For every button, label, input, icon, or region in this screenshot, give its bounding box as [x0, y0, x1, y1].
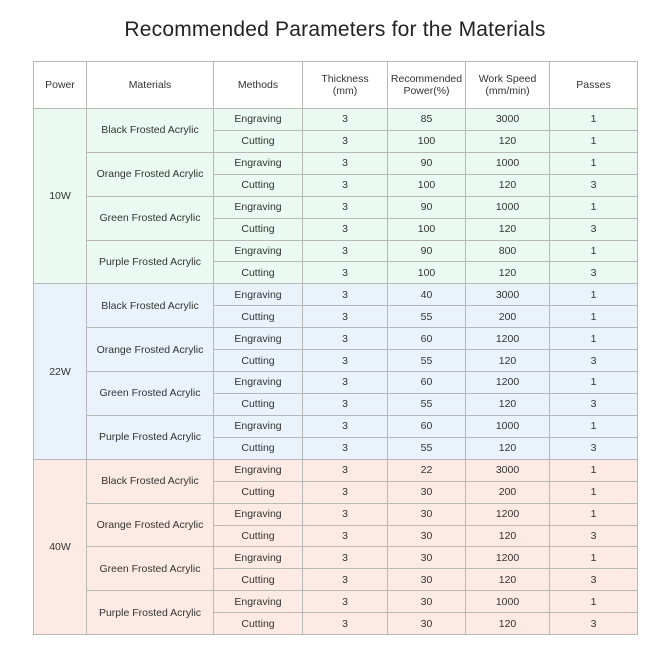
work-speed-cell: 1200 [466, 328, 550, 350]
table-row [34, 328, 638, 350]
work-speed-cell: 1200 [466, 503, 550, 525]
work-speed-cell: 120 [466, 174, 550, 196]
recommended-power-cell: 30 [388, 481, 466, 503]
material-cell: Black Frosted Acrylic [87, 459, 214, 503]
thickness-cell: 3 [303, 130, 388, 152]
method-cell: Engraving [214, 240, 303, 262]
passes-cell: 1 [550, 130, 638, 152]
table-row [34, 152, 638, 174]
thickness-cell: 3 [303, 372, 388, 394]
material-cell: Orange Frosted Acrylic [87, 328, 214, 372]
passes-cell: 1 [550, 459, 638, 481]
material-cell: Black Frosted Acrylic [87, 109, 214, 153]
header-recommended-power: Recommended Power(%) [388, 62, 466, 109]
passes-cell: 3 [550, 262, 638, 284]
power-group-22w [34, 284, 638, 459]
method-cell: Engraving [214, 196, 303, 218]
table-row [34, 591, 638, 613]
passes-cell: 1 [550, 372, 638, 394]
recommended-power-cell: 55 [388, 306, 466, 328]
passes-cell: 1 [550, 109, 638, 131]
passes-cell: 1 [550, 152, 638, 174]
passes-cell: 1 [550, 306, 638, 328]
table-row [34, 372, 638, 394]
passes-cell: 3 [550, 393, 638, 415]
recommended-power-cell: 90 [388, 240, 466, 262]
thickness-cell: 3 [303, 393, 388, 415]
method-cell: Cutting [214, 350, 303, 372]
material-cell: Green Frosted Acrylic [87, 196, 214, 240]
parameters-table [33, 61, 638, 635]
power-cell: 22W [34, 284, 87, 459]
work-speed-cell: 120 [466, 350, 550, 372]
recommended-power-cell: 100 [388, 130, 466, 152]
method-cell: Engraving [214, 284, 303, 306]
thickness-cell: 3 [303, 196, 388, 218]
table-row [34, 109, 638, 131]
passes-cell: 1 [550, 591, 638, 613]
material-cell: Orange Frosted Acrylic [87, 503, 214, 547]
method-cell: Engraving [214, 503, 303, 525]
work-speed-cell: 1200 [466, 372, 550, 394]
recommended-power-cell: 90 [388, 152, 466, 174]
work-speed-cell: 120 [466, 393, 550, 415]
passes-cell: 3 [550, 174, 638, 196]
header-materials: Materials [87, 62, 214, 109]
thickness-cell: 3 [303, 591, 388, 613]
recommended-power-cell: 100 [388, 174, 466, 196]
thickness-cell: 3 [303, 218, 388, 240]
work-speed-cell: 120 [466, 569, 550, 591]
material-cell: Green Frosted Acrylic [87, 372, 214, 416]
thickness-cell: 3 [303, 503, 388, 525]
method-cell: Cutting [214, 613, 303, 635]
passes-cell: 3 [550, 613, 638, 635]
method-cell: Cutting [214, 130, 303, 152]
material-cell: Black Frosted Acrylic [87, 284, 214, 328]
recommended-power-cell: 30 [388, 525, 466, 547]
method-cell: Engraving [214, 328, 303, 350]
method-cell: Engraving [214, 372, 303, 394]
work-speed-cell: 120 [466, 218, 550, 240]
work-speed-cell: 120 [466, 437, 550, 459]
work-speed-cell: 1000 [466, 196, 550, 218]
thickness-cell: 3 [303, 306, 388, 328]
passes-cell: 3 [550, 437, 638, 459]
header-work-speed: Work Speed (mm/min) [466, 62, 550, 109]
table-row [34, 415, 638, 437]
table-row [34, 284, 638, 306]
work-speed-cell: 1200 [466, 547, 550, 569]
recommended-power-cell: 30 [388, 503, 466, 525]
thickness-cell: 3 [303, 459, 388, 481]
recommended-power-cell: 55 [388, 437, 466, 459]
material-cell: Orange Frosted Acrylic [87, 152, 214, 196]
passes-cell: 1 [550, 415, 638, 437]
power-group-10w [34, 109, 638, 284]
recommended-power-cell: 55 [388, 350, 466, 372]
work-speed-cell: 3000 [466, 284, 550, 306]
recommended-power-cell: 90 [388, 196, 466, 218]
material-cell: Green Frosted Acrylic [87, 547, 214, 591]
work-speed-cell: 200 [466, 481, 550, 503]
method-cell: Cutting [214, 393, 303, 415]
thickness-cell: 3 [303, 481, 388, 503]
passes-cell: 3 [550, 525, 638, 547]
method-cell: Cutting [214, 174, 303, 196]
header-power: Power [34, 62, 87, 109]
work-speed-cell: 1000 [466, 591, 550, 613]
table-row [34, 547, 638, 569]
power-cell: 40W [34, 459, 87, 634]
work-speed-cell: 120 [466, 613, 550, 635]
passes-cell: 3 [550, 218, 638, 240]
passes-cell: 1 [550, 503, 638, 525]
thickness-cell: 3 [303, 240, 388, 262]
work-speed-cell: 1000 [466, 152, 550, 174]
recommended-power-cell: 60 [388, 372, 466, 394]
thickness-cell: 3 [303, 350, 388, 372]
table-row [34, 459, 638, 481]
method-cell: Engraving [214, 591, 303, 613]
thickness-cell: 3 [303, 284, 388, 306]
method-cell: Cutting [214, 306, 303, 328]
thickness-cell: 3 [303, 174, 388, 196]
table-header [34, 62, 638, 109]
table-row [34, 503, 638, 525]
material-cell: Purple Frosted Acrylic [87, 591, 214, 635]
work-speed-cell: 3000 [466, 109, 550, 131]
method-cell: Cutting [214, 437, 303, 459]
method-cell: Cutting [214, 525, 303, 547]
thickness-cell: 3 [303, 109, 388, 131]
passes-cell: 3 [550, 569, 638, 591]
passes-cell: 1 [550, 547, 638, 569]
header-passes: Passes [550, 62, 638, 109]
passes-cell: 3 [550, 350, 638, 372]
recommended-power-cell: 40 [388, 284, 466, 306]
passes-cell: 1 [550, 240, 638, 262]
thickness-cell: 3 [303, 525, 388, 547]
method-cell: Cutting [214, 262, 303, 284]
work-speed-cell: 120 [466, 130, 550, 152]
work-speed-cell: 800 [466, 240, 550, 262]
recommended-power-cell: 22 [388, 459, 466, 481]
method-cell: Engraving [214, 109, 303, 131]
thickness-cell: 3 [303, 437, 388, 459]
method-cell: Engraving [214, 547, 303, 569]
power-cell: 10W [34, 109, 87, 284]
work-speed-cell: 1000 [466, 415, 550, 437]
table-row [34, 240, 638, 262]
work-speed-cell: 200 [466, 306, 550, 328]
method-cell: Engraving [214, 415, 303, 437]
recommended-power-cell: 55 [388, 393, 466, 415]
recommended-power-cell: 85 [388, 109, 466, 131]
recommended-power-cell: 30 [388, 591, 466, 613]
method-cell: Cutting [214, 481, 303, 503]
recommended-power-cell: 100 [388, 218, 466, 240]
material-cell: Purple Frosted Acrylic [87, 415, 214, 459]
passes-cell: 1 [550, 284, 638, 306]
table-row [34, 196, 638, 218]
work-speed-cell: 120 [466, 262, 550, 284]
page-title: Recommended Parameters for the Materials [124, 18, 546, 41]
method-cell: Engraving [214, 152, 303, 174]
thickness-cell: 3 [303, 547, 388, 569]
method-cell: Engraving [214, 459, 303, 481]
header-row [34, 62, 638, 109]
thickness-cell: 3 [303, 328, 388, 350]
thickness-cell: 3 [303, 262, 388, 284]
material-cell: Purple Frosted Acrylic [87, 240, 214, 284]
passes-cell: 1 [550, 328, 638, 350]
header-thickness: Thickness (mm) [303, 62, 388, 109]
passes-cell: 1 [550, 481, 638, 503]
recommended-power-cell: 60 [388, 415, 466, 437]
recommended-power-cell: 100 [388, 262, 466, 284]
recommended-power-cell: 30 [388, 569, 466, 591]
power-group-40w [34, 459, 638, 634]
thickness-cell: 3 [303, 415, 388, 437]
work-speed-cell: 3000 [466, 459, 550, 481]
header-methods: Methods [214, 62, 303, 109]
thickness-cell: 3 [303, 613, 388, 635]
passes-cell: 1 [550, 196, 638, 218]
method-cell: Cutting [214, 218, 303, 240]
recommended-power-cell: 30 [388, 547, 466, 569]
thickness-cell: 3 [303, 152, 388, 174]
method-cell: Cutting [214, 569, 303, 591]
thickness-cell: 3 [303, 569, 388, 591]
recommended-power-cell: 60 [388, 328, 466, 350]
recommended-power-cell: 30 [388, 613, 466, 635]
work-speed-cell: 120 [466, 525, 550, 547]
